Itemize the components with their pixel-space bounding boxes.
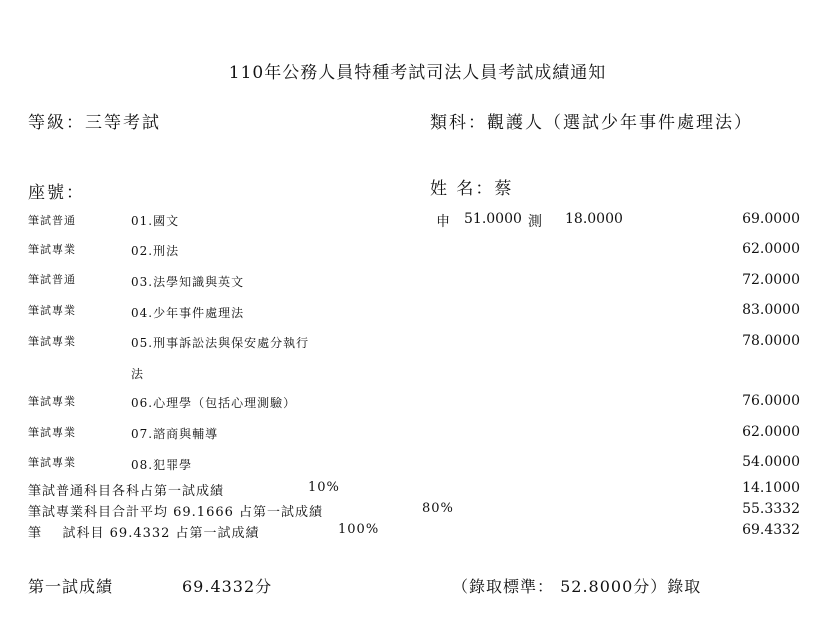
test-score: 18.0000	[565, 211, 623, 227]
subject-score: 62.0000	[742, 424, 800, 440]
test-label: 測	[528, 214, 542, 230]
subject-name: 06.心理學（包括心理測驗）	[131, 396, 297, 410]
summary-score: 14.1000	[742, 480, 800, 496]
subject-name: 08.犯罪學	[131, 458, 193, 472]
exam-grade: 等級：三等考試	[28, 113, 161, 133]
subject-name: 03.法學知識與英文	[131, 275, 245, 289]
subject-score: 78.0000	[742, 333, 800, 349]
subject-name-continued: 法	[131, 367, 145, 381]
subject-score: 76.0000	[742, 393, 800, 409]
admission-threshold: （錄取標準： 52.8000分）錄取	[452, 577, 702, 596]
notice-title: 110年公務人員特種考試司法人員考試成績通知	[228, 63, 607, 83]
subject-name: 05.刑事訴訟法與保安處分執行	[131, 336, 310, 350]
subject-type: 筆試專業	[28, 335, 76, 348]
summary-percent: 10%	[308, 480, 340, 495]
subject-name: 01.國文	[131, 214, 180, 228]
subject-name: 04.少年事件處理法	[131, 306, 245, 320]
subject-type: 筆試專業	[28, 426, 76, 439]
subject-score: 72.0000	[742, 272, 800, 288]
subject-score: 54.0000	[742, 454, 800, 470]
summary-text: 筆 試科目 69.4332 占第一試成績	[28, 526, 260, 541]
summary-percent: 100%	[338, 522, 380, 537]
summary-percent: 80%	[422, 501, 454, 516]
first-stage-label: 第一試成績	[28, 577, 114, 596]
candidate-name: 姓 名：蔡	[430, 179, 514, 199]
subject-score: 69.0000	[742, 211, 800, 227]
subject-name: 02.刑法	[131, 244, 180, 258]
summary-text: 筆試專業科目合計平均 69.1666 占第一試成績	[28, 505, 324, 520]
subject-type: 筆試普通	[28, 214, 76, 227]
subject-type: 筆試專業	[28, 456, 76, 469]
essay-label: 申	[436, 214, 450, 230]
subject-score: 62.0000	[742, 241, 800, 257]
seat-number: 座號：	[28, 183, 85, 203]
subject-name: 07.諮商與輔導	[131, 427, 219, 441]
subject-type: 筆試專業	[28, 243, 76, 256]
exam-category: 類科：觀護人（選試少年事件處理法）	[430, 113, 753, 133]
summary-score: 55.3332	[742, 501, 800, 517]
essay-score: 51.0000	[464, 211, 522, 227]
summary-score: 69.4332	[742, 522, 800, 538]
subject-type: 筆試普通	[28, 273, 76, 286]
subject-type: 筆試專業	[28, 395, 76, 408]
subject-type: 筆試專業	[28, 304, 76, 317]
summary-text: 筆試普通科目各科占第一試成績	[28, 484, 225, 499]
first-stage-score: 69.4332分	[182, 577, 273, 596]
subject-score: 83.0000	[742, 302, 800, 318]
